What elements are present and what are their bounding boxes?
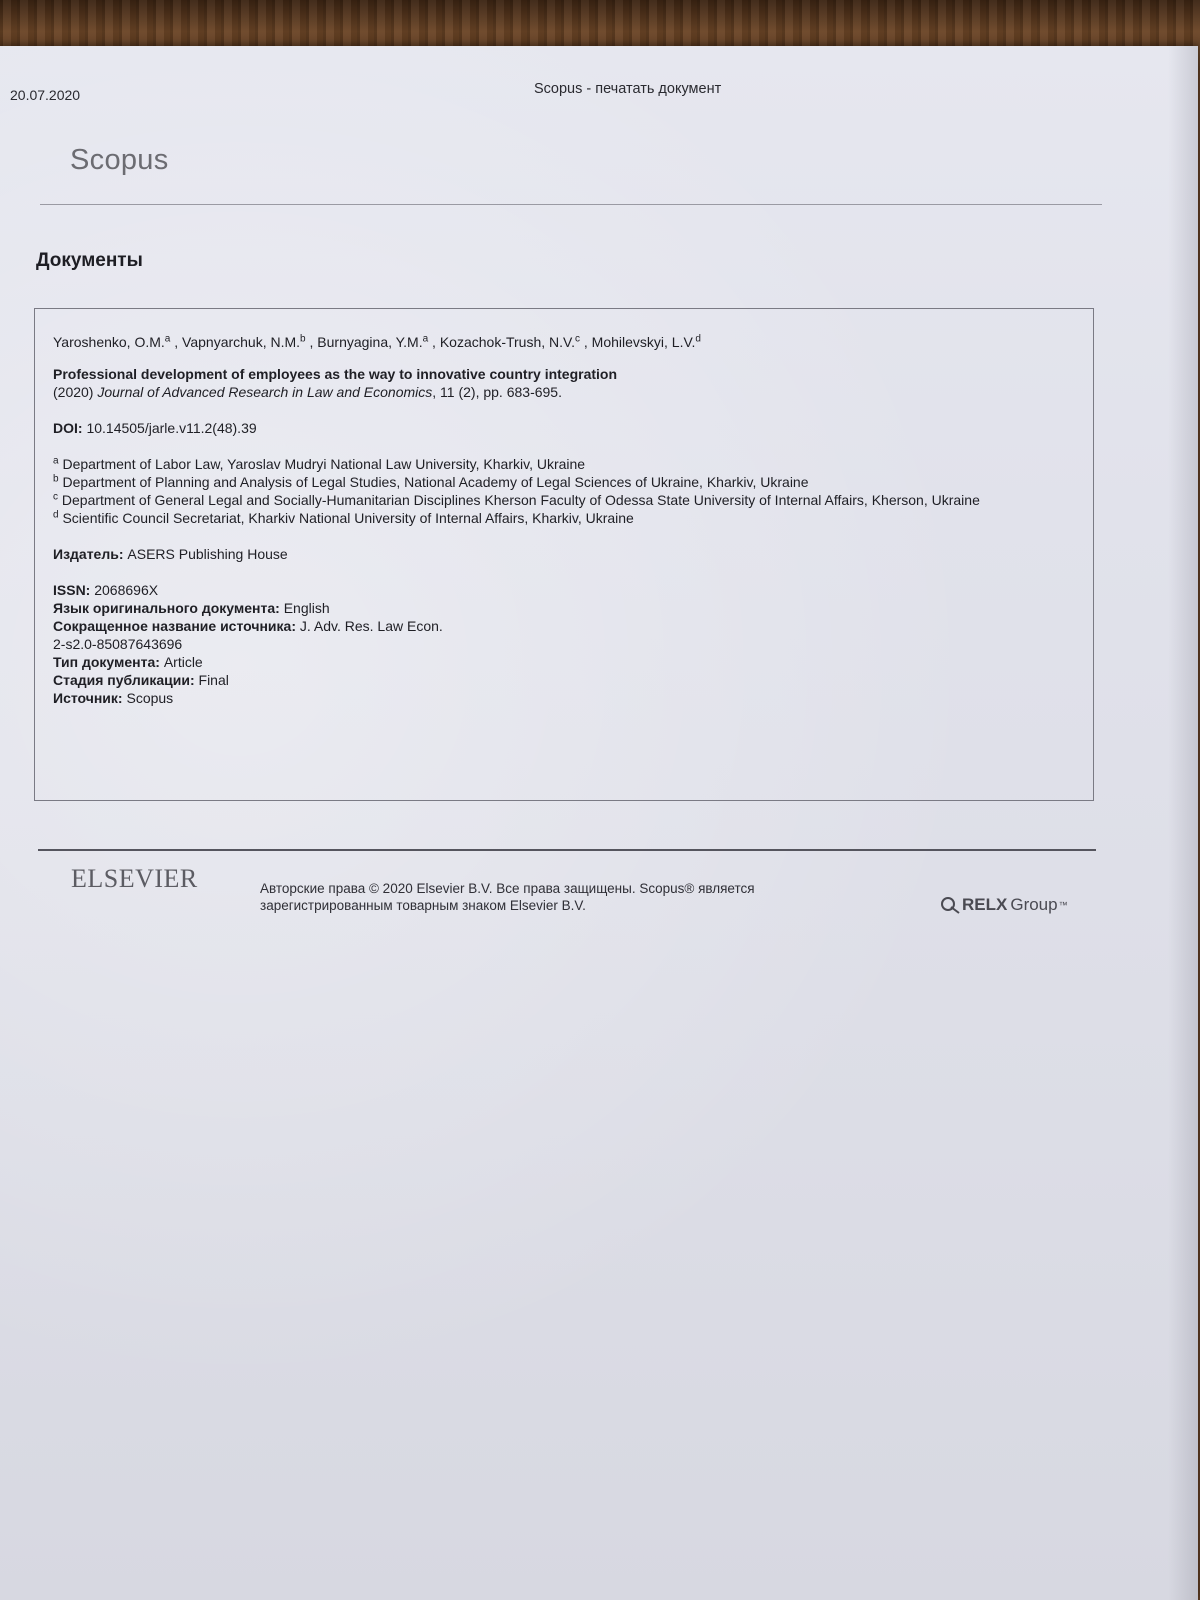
author-affil-marker: c — [574, 333, 580, 345]
print-date: 20.07.2020 — [10, 87, 81, 103]
relx-group-logo — [940, 895, 1068, 915]
author-name: Kozachok-Trush, N.V. — [439, 334, 575, 350]
publication-stage-line — [53, 671, 1075, 689]
header-divider — [40, 204, 1102, 205]
relx-mark-icon — [940, 896, 960, 914]
affiliation-item — [53, 509, 1075, 527]
affiliation-list — [53, 455, 1075, 527]
relx-group-word: Group — [1010, 895, 1058, 914]
affiliation-marker: c — [53, 491, 58, 503]
language-line — [53, 599, 1075, 617]
affiliation-marker: a — [53, 455, 59, 467]
doctype-label: Тип документа: — [53, 654, 160, 670]
eid-line: 2-s2.0-85087643696 — [53, 636, 183, 652]
abbrev-source-label: Сокращенное название источника: — [53, 618, 296, 634]
publisher-value: ASERS Publishing House — [127, 546, 288, 562]
author-name: Yaroshenko, O.M. — [53, 334, 165, 350]
citation-year: (2020) — [53, 384, 94, 400]
affiliation-marker: b — [53, 473, 59, 485]
source-label: Источник: — [53, 690, 123, 706]
affiliation-text: Department of Labor Law, Yaroslav Mudryi National Law University, Kharkiv, Ukraine — [62, 456, 586, 472]
author-name: Vapnyarchuk, N.M. — [182, 334, 301, 350]
copyright-line: зарегистрированным товарным знаком Elsevier B.V. — [260, 898, 586, 913]
abbrev-source-value: J. Adv. Res. Law Econ. — [299, 618, 443, 634]
relx-trademark: ™ — [1058, 900, 1068, 910]
author-affil-marker: a — [422, 333, 429, 345]
relx-wordmark: RELX — [962, 895, 1008, 914]
issn-line — [53, 581, 1075, 599]
doi-line — [53, 419, 1075, 437]
affiliation-item — [53, 491, 1075, 509]
affiliation-text: Scientific Council Secretariat, Kharkiv National University of Internal Affairs, Kharkiv, Ukraine — [62, 510, 634, 526]
author-affil-marker: d — [695, 333, 701, 345]
doi-label: DOI: — [53, 420, 83, 436]
footer-divider — [38, 849, 1096, 851]
affiliation-item — [53, 455, 1075, 473]
scopus-logo: Scopus — [70, 144, 169, 176]
elsevier-logo: ELSEVIER — [71, 864, 198, 893]
publisher-line — [53, 545, 1075, 563]
author-affil-marker: a — [164, 333, 171, 345]
abbrev-source-line — [53, 617, 1075, 635]
language-label: Язык оригинального документа: — [53, 600, 280, 616]
source-value: Scopus — [126, 690, 174, 706]
source-line — [53, 689, 1075, 707]
affiliation-item — [53, 473, 1075, 491]
print-header-title: Scopus - печатать документ — [534, 81, 722, 97]
document-title: Professional development of employees as the way to innovative country integration — [53, 366, 618, 382]
issn-value: 2068696X — [94, 582, 159, 598]
journal-name: Journal of Advanced Research in Law and Economics — [97, 384, 433, 400]
copyright-line: Авторские права © 2020 Elsevier B.V. Все права защищены. Scopus® является — [260, 881, 755, 896]
citation — [53, 383, 1075, 401]
publication-stage-label: Стадия публикации: — [53, 672, 195, 688]
publication-stage-value: Final — [198, 672, 229, 688]
affiliation-text: Department of General Legal and Socially-Humanitarian Disciplines Kherson Faculty of Odessa State University of Internal Affairs, Kherson, Ukraine — [61, 492, 980, 508]
doi-value: 10.14505/jarle.v11.2(48).39 — [86, 420, 257, 436]
doctype-line — [53, 653, 1075, 671]
citation-volume-pages: , 11 (2), pp. 683-695. — [432, 384, 562, 400]
affiliation-text: Department of Planning and Analysis of Legal Studies, National Academy of Legal Sciences of Ukraine, Kharkiv, Ukraine — [62, 474, 809, 490]
doctype-value: Article — [163, 654, 203, 670]
author-list: Yaroshenko, O.M.$^a$ , Vapnyarchuk, N.M.$^b$ , Burnyagina, Y.M.$^a$ , Kozachok-Trush, N.V.$^c$ , Mohilevskyi, L.V.$^d$ — [53, 333, 701, 350]
author-name: Mohilevskyi, L.V. — [591, 334, 696, 350]
publisher-label: Издатель: — [53, 546, 124, 562]
affiliation-marker: d — [53, 509, 59, 521]
printed-page — [0, 46, 1198, 1600]
language-value: English — [283, 600, 330, 616]
section-heading: Документы — [36, 250, 143, 271]
author-name: Burnyagina, Y.M. — [317, 334, 423, 350]
copyright-notice — [260, 880, 860, 914]
metadata-block — [53, 581, 1075, 707]
document-record — [34, 308, 1094, 801]
issn-label: ISSN: — [53, 582, 91, 598]
author-affil-marker: b — [300, 333, 306, 345]
